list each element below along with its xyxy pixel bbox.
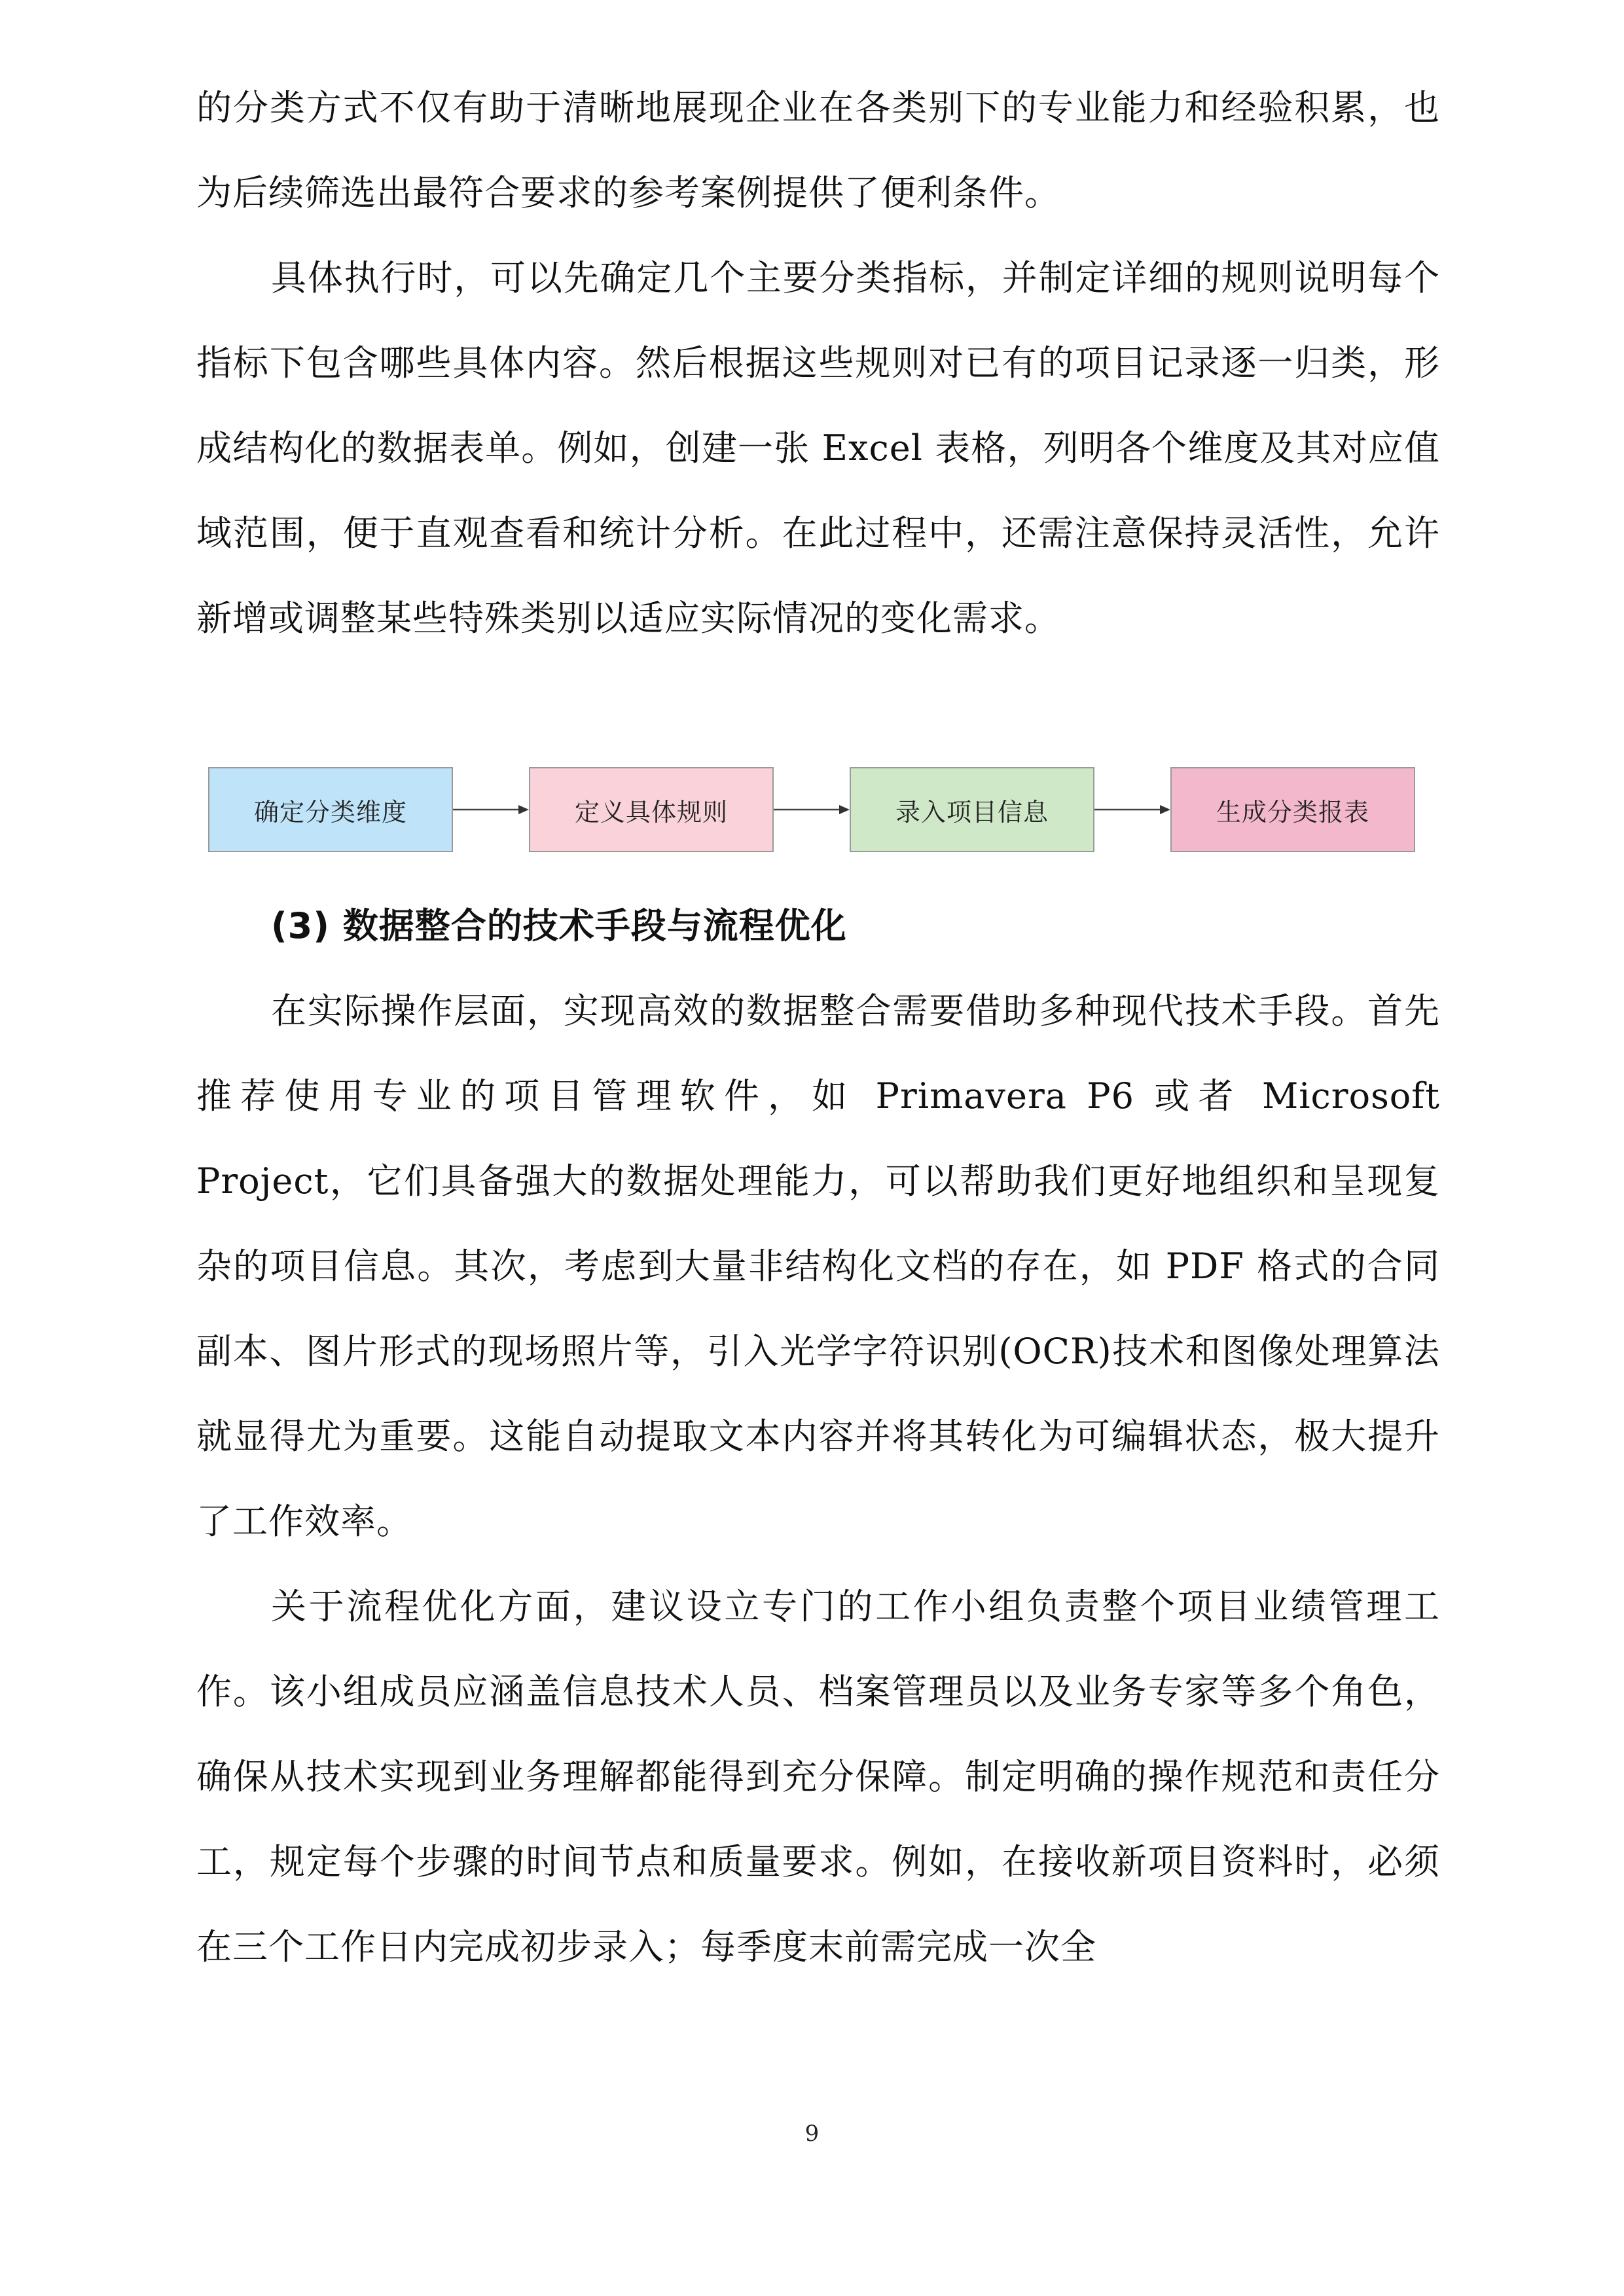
- body-paragraph-3: 在实际操作层面，实现高效的数据整合需要借助多种现代技术手段。首先推荐使用专业的项目管理软件，如 Primavera P6 或者 Microsoft Project，它们具备强大的数据处理能力，可以帮助我们更好地组织和呈现复杂的项目信息。其次，考虑到大量非结构化文档的存在，如 PDF 格式的合同副本、图片形式的现场照片等，引入光学字符识别(OCR)技术和图像处理算法就显得尤为重要。这能自动提取文本内容并将其转化为可编辑状态，极大提升了工作效率。: [196, 990, 1440, 1542]
- flow-step-3: 录入项目信息: [850, 767, 1094, 852]
- body-paragraph-1: 的分类方式不仅有助于清晰地展现企业在各类别下的专业能力和经验积累，也为后续筛选出最符合要求的参考案例提供了便利条件。: [196, 87, 1440, 213]
- flow-arrow-1-icon: [453, 803, 529, 816]
- body-paragraph-2: 具体执行时，可以先确定几个主要分类指标，并制定详细的规则说明每个指标下包含哪些具体内容。然后根据这些规则对已有的项目记录逐一归类，形成结构化的数据表单。例如，创建一张 Excel 表格，列明各个维度及其对应值域范围，便于直观查看和统计分析。在此过程中，还需注意保持灵活性，允许新增或调整某些特殊类别以适应实际情况的变化需求。: [196, 257, 1440, 639]
- flow-step-4: 生成分类报表: [1170, 767, 1415, 852]
- classification-flow-diagram: [208, 767, 1426, 856]
- flow-arrow-3-icon: [1094, 803, 1170, 816]
- flow-step-1: 确定分类维度: [208, 767, 453, 852]
- flow-step-2: 定义具体规则: [529, 767, 774, 852]
- page-number: 9: [804, 2121, 820, 2147]
- body-paragraph-4: 关于流程优化方面，建议设立专门的工作小组负责整个项目业绩管理工作。该小组成员应涵盖信息技术人员、档案管理员以及业务专家等多个角色，确保从技术实现到业务理解都能得到充分保障。制定明确的操作规范和责任分工，规定每个步骤的时间节点和质量要求。例如，在接收新项目资料时，必须在三个工作日内完成初步录入；每季度末前需完成一次全: [196, 1586, 1440, 1967]
- section-heading: (3) 数据整合的技术手段与流程优化: [271, 905, 847, 946]
- flow-arrow-2-icon: [774, 803, 850, 816]
